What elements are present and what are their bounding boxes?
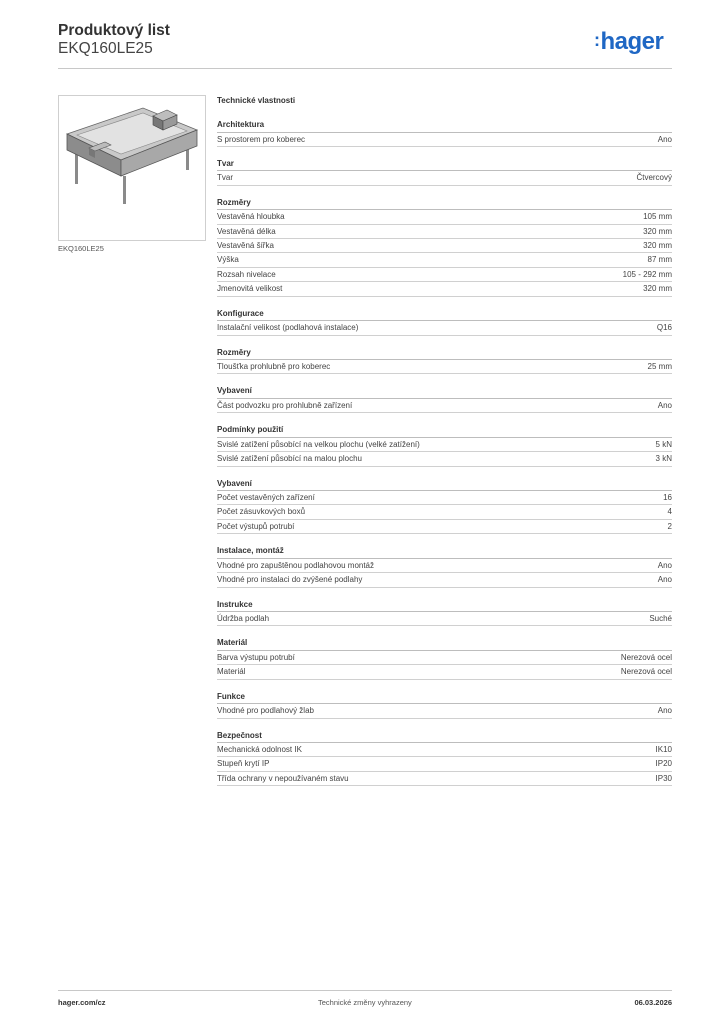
spec-section	[217, 425, 672, 466]
spec-label: S prostorem pro koberec	[217, 134, 306, 144]
spec-section	[217, 386, 672, 413]
spec-label: Materiál	[217, 667, 246, 677]
spec-label: Počet zásuvkových boxů	[217, 507, 306, 517]
product-image	[58, 95, 206, 241]
spec-row	[217, 171, 672, 185]
section-heading: Materiál	[217, 638, 672, 651]
spec-value: 320 mm	[643, 284, 672, 294]
spec-row	[217, 559, 672, 573]
spec-section	[217, 348, 672, 375]
spec-value: 320 mm	[643, 226, 672, 236]
spec-label: Svislé zatížení působící na velkou plochu (velké zatížení)	[217, 439, 420, 449]
spec-label: Vestavěná délka	[217, 226, 276, 236]
section-heading: Konfigurace	[217, 309, 672, 322]
spec-section	[217, 546, 672, 587]
technical-specs	[217, 96, 672, 786]
spec-row	[217, 210, 672, 224]
spec-section	[217, 120, 672, 147]
spec-label: Tvar	[217, 173, 233, 183]
spec-value: 5 kN	[655, 439, 672, 449]
spec-row	[217, 743, 672, 757]
spec-value: IK10	[655, 745, 672, 755]
spec-row	[217, 360, 672, 374]
spec-label: Tloušťka prohlubně pro koberec	[217, 362, 331, 372]
spec-label: Počet vestavěných zařízení	[217, 493, 315, 503]
spec-value: 25 mm	[647, 362, 672, 372]
hager-logo[interactable]	[594, 28, 663, 56]
spec-label: Část podvozku pro prohlubně zařízení	[217, 400, 353, 410]
spec-label: Vhodné pro zapuštěnou podlahovou montáž	[217, 560, 375, 570]
spec-label: Vhodné pro instalaci do zvýšené podlahy	[217, 575, 363, 585]
spec-value: Nerezová ocel	[620, 667, 672, 677]
spec-label: Barva výstupu potrubí	[217, 652, 295, 662]
section-heading: Architektura	[217, 120, 672, 133]
spec-row	[217, 253, 672, 267]
spec-value: 3 kN	[655, 454, 672, 464]
spec-value: 16	[663, 493, 672, 503]
spec-label: Instalační velikost (podlahová instalace)	[217, 323, 359, 333]
floor-box-illustration	[59, 96, 205, 240]
spec-row	[217, 505, 672, 519]
spec-value: IP20	[655, 759, 672, 769]
spec-label: Třída ochrany v nepoužívaném stavu	[217, 773, 349, 783]
spec-value: Ano	[657, 400, 672, 410]
spec-row	[217, 757, 672, 771]
specs-title: Technické vlastnosti	[217, 96, 296, 105]
footer-website[interactable]: hager.com/cz	[58, 998, 106, 1007]
spec-row	[217, 321, 672, 335]
spec-label: Svislé zatížení působící na malou plochu	[217, 454, 362, 464]
header-divider	[58, 68, 672, 69]
spec-row	[217, 399, 672, 413]
spec-section	[217, 479, 672, 535]
section-heading: Bezpečnost	[217, 731, 672, 744]
spec-row	[217, 438, 672, 452]
spec-row	[217, 282, 672, 296]
spec-value: Ano	[657, 706, 672, 716]
spec-value: Q16	[656, 323, 672, 333]
spec-value: 105 mm	[643, 212, 672, 222]
footer-notice: Technické změny vyhrazeny	[318, 998, 412, 1007]
spec-row	[217, 268, 672, 282]
logo-text: hager	[600, 28, 664, 55]
spec-label: Vestavěná šířka	[217, 241, 274, 251]
spec-row	[217, 491, 672, 505]
spec-value: Čtvercový	[636, 173, 672, 183]
spec-row	[217, 772, 672, 786]
spec-value: 2	[667, 521, 672, 531]
section-heading: Instrukce	[217, 600, 672, 613]
footer-date: 06.03.2026	[634, 998, 672, 1007]
section-heading: Vybavení	[217, 386, 672, 399]
spec-label: Mechanická odolnost IK	[217, 745, 302, 755]
spec-section	[217, 159, 672, 186]
spec-value: Ano	[657, 134, 672, 144]
spec-row	[217, 133, 672, 147]
spec-section	[217, 309, 672, 336]
spec-value: Ano	[657, 575, 672, 585]
spec-value: 105 - 292 mm	[622, 269, 672, 279]
spec-row	[217, 573, 672, 587]
section-heading: Instalace, montáž	[217, 546, 672, 559]
spec-row	[217, 651, 672, 665]
spec-label: Jmenovitá velikost	[217, 284, 283, 294]
section-heading: Podmínky použití	[217, 425, 672, 438]
spec-row	[217, 520, 672, 534]
section-heading: Vybavení	[217, 479, 672, 492]
section-heading: Rozměry	[217, 198, 672, 211]
spec-section	[217, 198, 672, 297]
spec-label: Rozsah nivelace	[217, 269, 276, 279]
spec-label: Vhodné pro podlahový žlab	[217, 706, 314, 716]
spec-section	[217, 600, 672, 627]
spec-value: Nerezová ocel	[620, 652, 672, 662]
product-code: EKQ160LE25	[58, 40, 153, 57]
spec-value: 320 mm	[643, 241, 672, 251]
spec-section	[217, 731, 672, 787]
spec-value: 4	[667, 507, 672, 517]
spec-value: Ano	[657, 560, 672, 570]
footer-divider	[58, 990, 672, 991]
spec-value: Suché	[649, 614, 672, 624]
spec-label: Údržba podlah	[217, 614, 270, 624]
section-heading: Funkce	[217, 692, 672, 705]
spec-row	[217, 612, 672, 626]
spec-label: Stupeň krytí IP	[217, 759, 270, 769]
spec-section	[217, 638, 672, 679]
spec-label: Vestavěná hloubka	[217, 212, 285, 222]
spec-value: IP30	[655, 773, 672, 783]
section-heading: Tvar	[217, 159, 672, 172]
spec-row	[217, 239, 672, 253]
section-heading: Rozměry	[217, 348, 672, 361]
spec-label: Počet výstupů potrubí	[217, 521, 295, 531]
spec-row	[217, 665, 672, 679]
spec-value: 87 mm	[647, 255, 672, 265]
page-title: Produktový list	[58, 22, 170, 39]
spec-row	[217, 704, 672, 718]
spec-row	[217, 452, 672, 466]
spec-section	[217, 692, 672, 719]
image-caption: EKQ160LE25	[58, 244, 104, 253]
spec-row	[217, 225, 672, 239]
logo-dots: :	[594, 30, 600, 50]
spec-label: Výška	[217, 255, 239, 265]
